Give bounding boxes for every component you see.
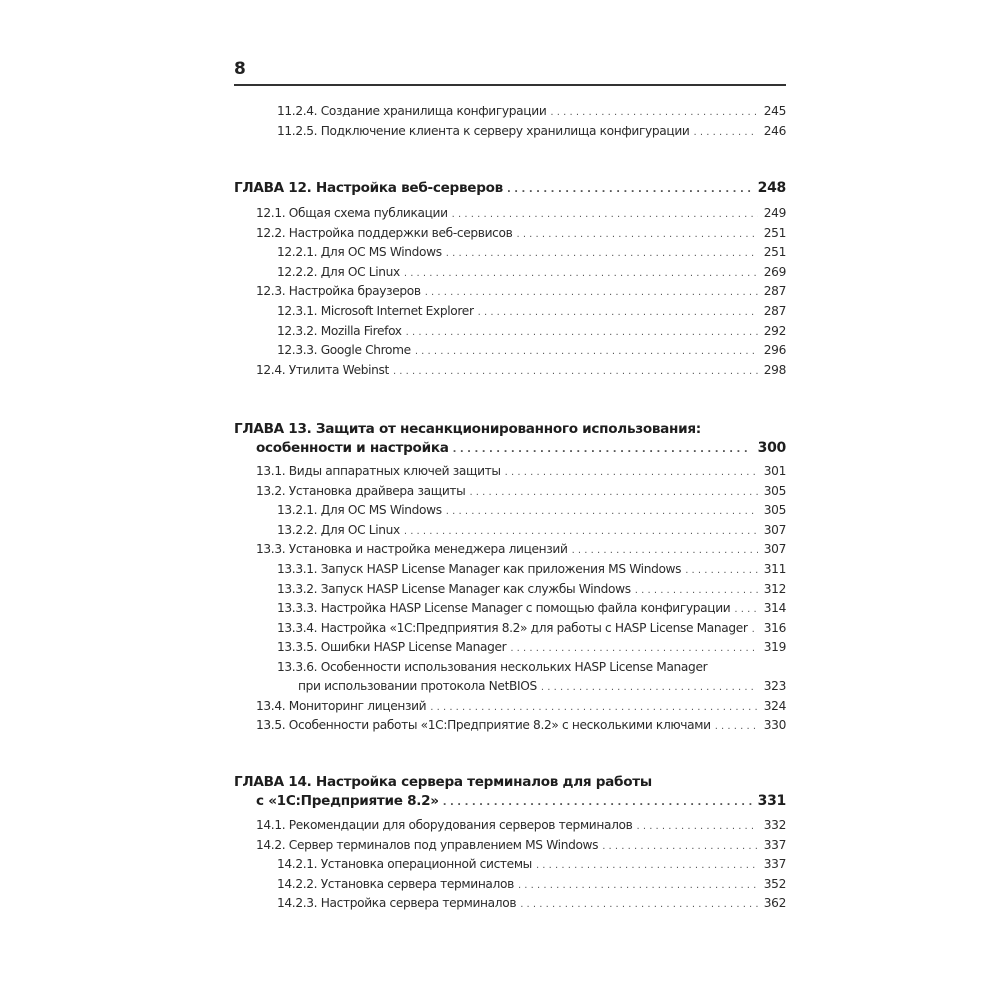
toc-entry[interactable]: 14.2.1. Установка операционной системы . . . 337 <box>234 855 786 875</box>
leader-dots <box>536 856 758 876</box>
toc-entry-wrapped[interactable] <box>234 658 786 697</box>
leader-dots <box>425 283 758 303</box>
toc-entry[interactable]: 12.4. Утилита Webinst . . . 298 <box>234 361 786 381</box>
header-rule <box>234 84 786 86</box>
toc-entry-line1: 13.3.6. Особенности использования нескольких HASP License Manager <box>277 659 708 674</box>
toc-entry[interactable]: 14.2. Сервер терминалов под управлением MS Windows . . . 337 <box>234 836 786 856</box>
leader-dots <box>446 502 758 522</box>
leader-dots <box>415 342 758 362</box>
leader-dots <box>452 205 758 225</box>
leader-dots <box>550 103 757 123</box>
chapter-heading-line2[interactable]: с «1С:Предприятие 8.2» . . . 331 <box>234 791 786 811</box>
toc-entry-line2: при использовании протокола NetBIOS . . . 323 <box>234 677 786 697</box>
leader-dots <box>636 817 757 837</box>
leader-dots <box>520 895 758 915</box>
leader-dots <box>469 483 757 503</box>
chapter-heading-line1[interactable]: ГЛАВА 14. Настройка сервера терминалов для работы <box>234 774 652 790</box>
toc-entry[interactable]: 12.3. Настройка браузеров . . . 287 <box>234 282 786 302</box>
toc-chapter-13-entries <box>234 462 786 736</box>
leader-dots <box>453 440 752 460</box>
toc-entry[interactable]: 13.2.2. Для ОС Linux . . . 307 <box>234 521 786 541</box>
toc-chapter-14-entries <box>234 816 786 914</box>
leader-dots <box>715 717 758 737</box>
toc-chapter-14 <box>234 773 786 811</box>
toc-entry[interactable]: 13.3.4. Настройка «1С:Предприятия 8.2» для работы с HASP License Manager . . . 316 <box>234 619 786 639</box>
toc-entry[interactable]: 12.2.2. Для ОС Linux . . . 269 <box>234 263 786 283</box>
leader-dots <box>404 264 758 284</box>
toc-section-11-continued <box>234 102 786 141</box>
leader-dots <box>430 698 758 718</box>
toc-chapter-12-entries <box>234 204 786 380</box>
toc-entry[interactable]: 12.1. Общая схема публикации . . . 249 <box>234 204 786 224</box>
toc-entry[interactable]: 13.3. Установка и настройка менеджера лицензий . . . 307 <box>234 540 786 560</box>
toc-entry[interactable]: 11.2.5. Подключение клиента к серверу хранилища конфигурации . . . 246 <box>234 122 786 142</box>
leader-dots <box>516 225 757 245</box>
leader-dots <box>443 793 752 813</box>
toc-entry[interactable]: 14.1. Рекомендации для оборудования серверов терминалов . . . 332 <box>234 816 786 836</box>
toc-entry[interactable]: 13.3.2. Запуск HASP License Manager как службы Windows . . . 312 <box>234 580 786 600</box>
leader-dots <box>694 123 758 143</box>
toc-entry[interactable]: 14.2.2. Установка сервера терминалов . . . 352 <box>234 875 786 895</box>
leader-dots <box>602 837 758 857</box>
toc-entry[interactable]: 13.3.5. Ошибки HASP License Manager . . . 319 <box>234 638 786 658</box>
chapter-heading[interactable]: ГЛАВА 12. Настройка веб-серверов . . . 248 <box>234 178 786 198</box>
leader-dots <box>393 362 758 382</box>
toc-entry[interactable]: 13.1. Виды аппаратных ключей защиты . . . 301 <box>234 462 786 482</box>
leader-dots <box>510 639 757 659</box>
toc-entry[interactable]: 13.3.3. Настройка HASP License Manager с помощью файла конфигурации . . . 314 <box>234 599 786 619</box>
toc-entry[interactable]: 12.3.2. Mozilla Firefox . . . 292 <box>234 322 786 342</box>
leader-dots <box>478 303 758 323</box>
leader-dots <box>507 180 752 200</box>
toc-entry[interactable]: 13.2.1. Для ОС MS Windows . . . 305 <box>234 501 786 521</box>
leader-dots <box>572 541 758 561</box>
leader-dots <box>734 600 757 620</box>
toc-entry[interactable]: 13.4. Мониторинг лицензий . . . 324 <box>234 697 786 717</box>
toc-entry[interactable]: 13.5. Особенности работы «1С:Предприятие 8.2» с несколькими ключами . . . 330 <box>234 716 786 736</box>
toc-entry[interactable]: 12.3.1. Microsoft Internet Explorer . . . 287 <box>234 302 786 322</box>
leader-dots <box>518 876 758 896</box>
toc-chapter-13 <box>234 420 786 458</box>
toc-entry[interactable]: 12.2.1. Для ОС MS Windows . . . 251 <box>234 243 786 263</box>
toc-entry[interactable]: 12.3.3. Google Chrome . . . 296 <box>234 341 786 361</box>
chapter-heading-line1[interactable]: ГЛАВА 13. Защита от несанкционированного использования: <box>234 421 701 437</box>
toc-entry[interactable]: 13.2. Установка драйвера защиты . . . 305 <box>234 482 786 502</box>
toc-entry[interactable]: 13.3.1. Запуск HASP License Manager как приложения MS Windows . . . 311 <box>234 560 786 580</box>
toc-entry[interactable]: 11.2.4. Создание хранилища конфигурации . . . 245 <box>234 102 786 122</box>
leader-dots <box>406 323 758 343</box>
toc-entry[interactable]: 14.2.3. Настройка сервера терминалов . . . 362 <box>234 894 786 914</box>
toc-chapter-12 <box>234 178 786 198</box>
page-number: 8 <box>234 59 246 79</box>
leader-dots <box>505 463 758 483</box>
leader-dots <box>404 522 758 542</box>
toc-entry[interactable]: 12.2. Настройка поддержки веб-сервисов . . . 251 <box>234 224 786 244</box>
chapter-heading-line2[interactable]: особенности и настройка . . . 300 <box>234 438 786 458</box>
leader-dots <box>685 561 758 581</box>
leader-dots <box>541 678 758 698</box>
leader-dots <box>635 581 758 601</box>
leader-dots <box>446 244 758 264</box>
